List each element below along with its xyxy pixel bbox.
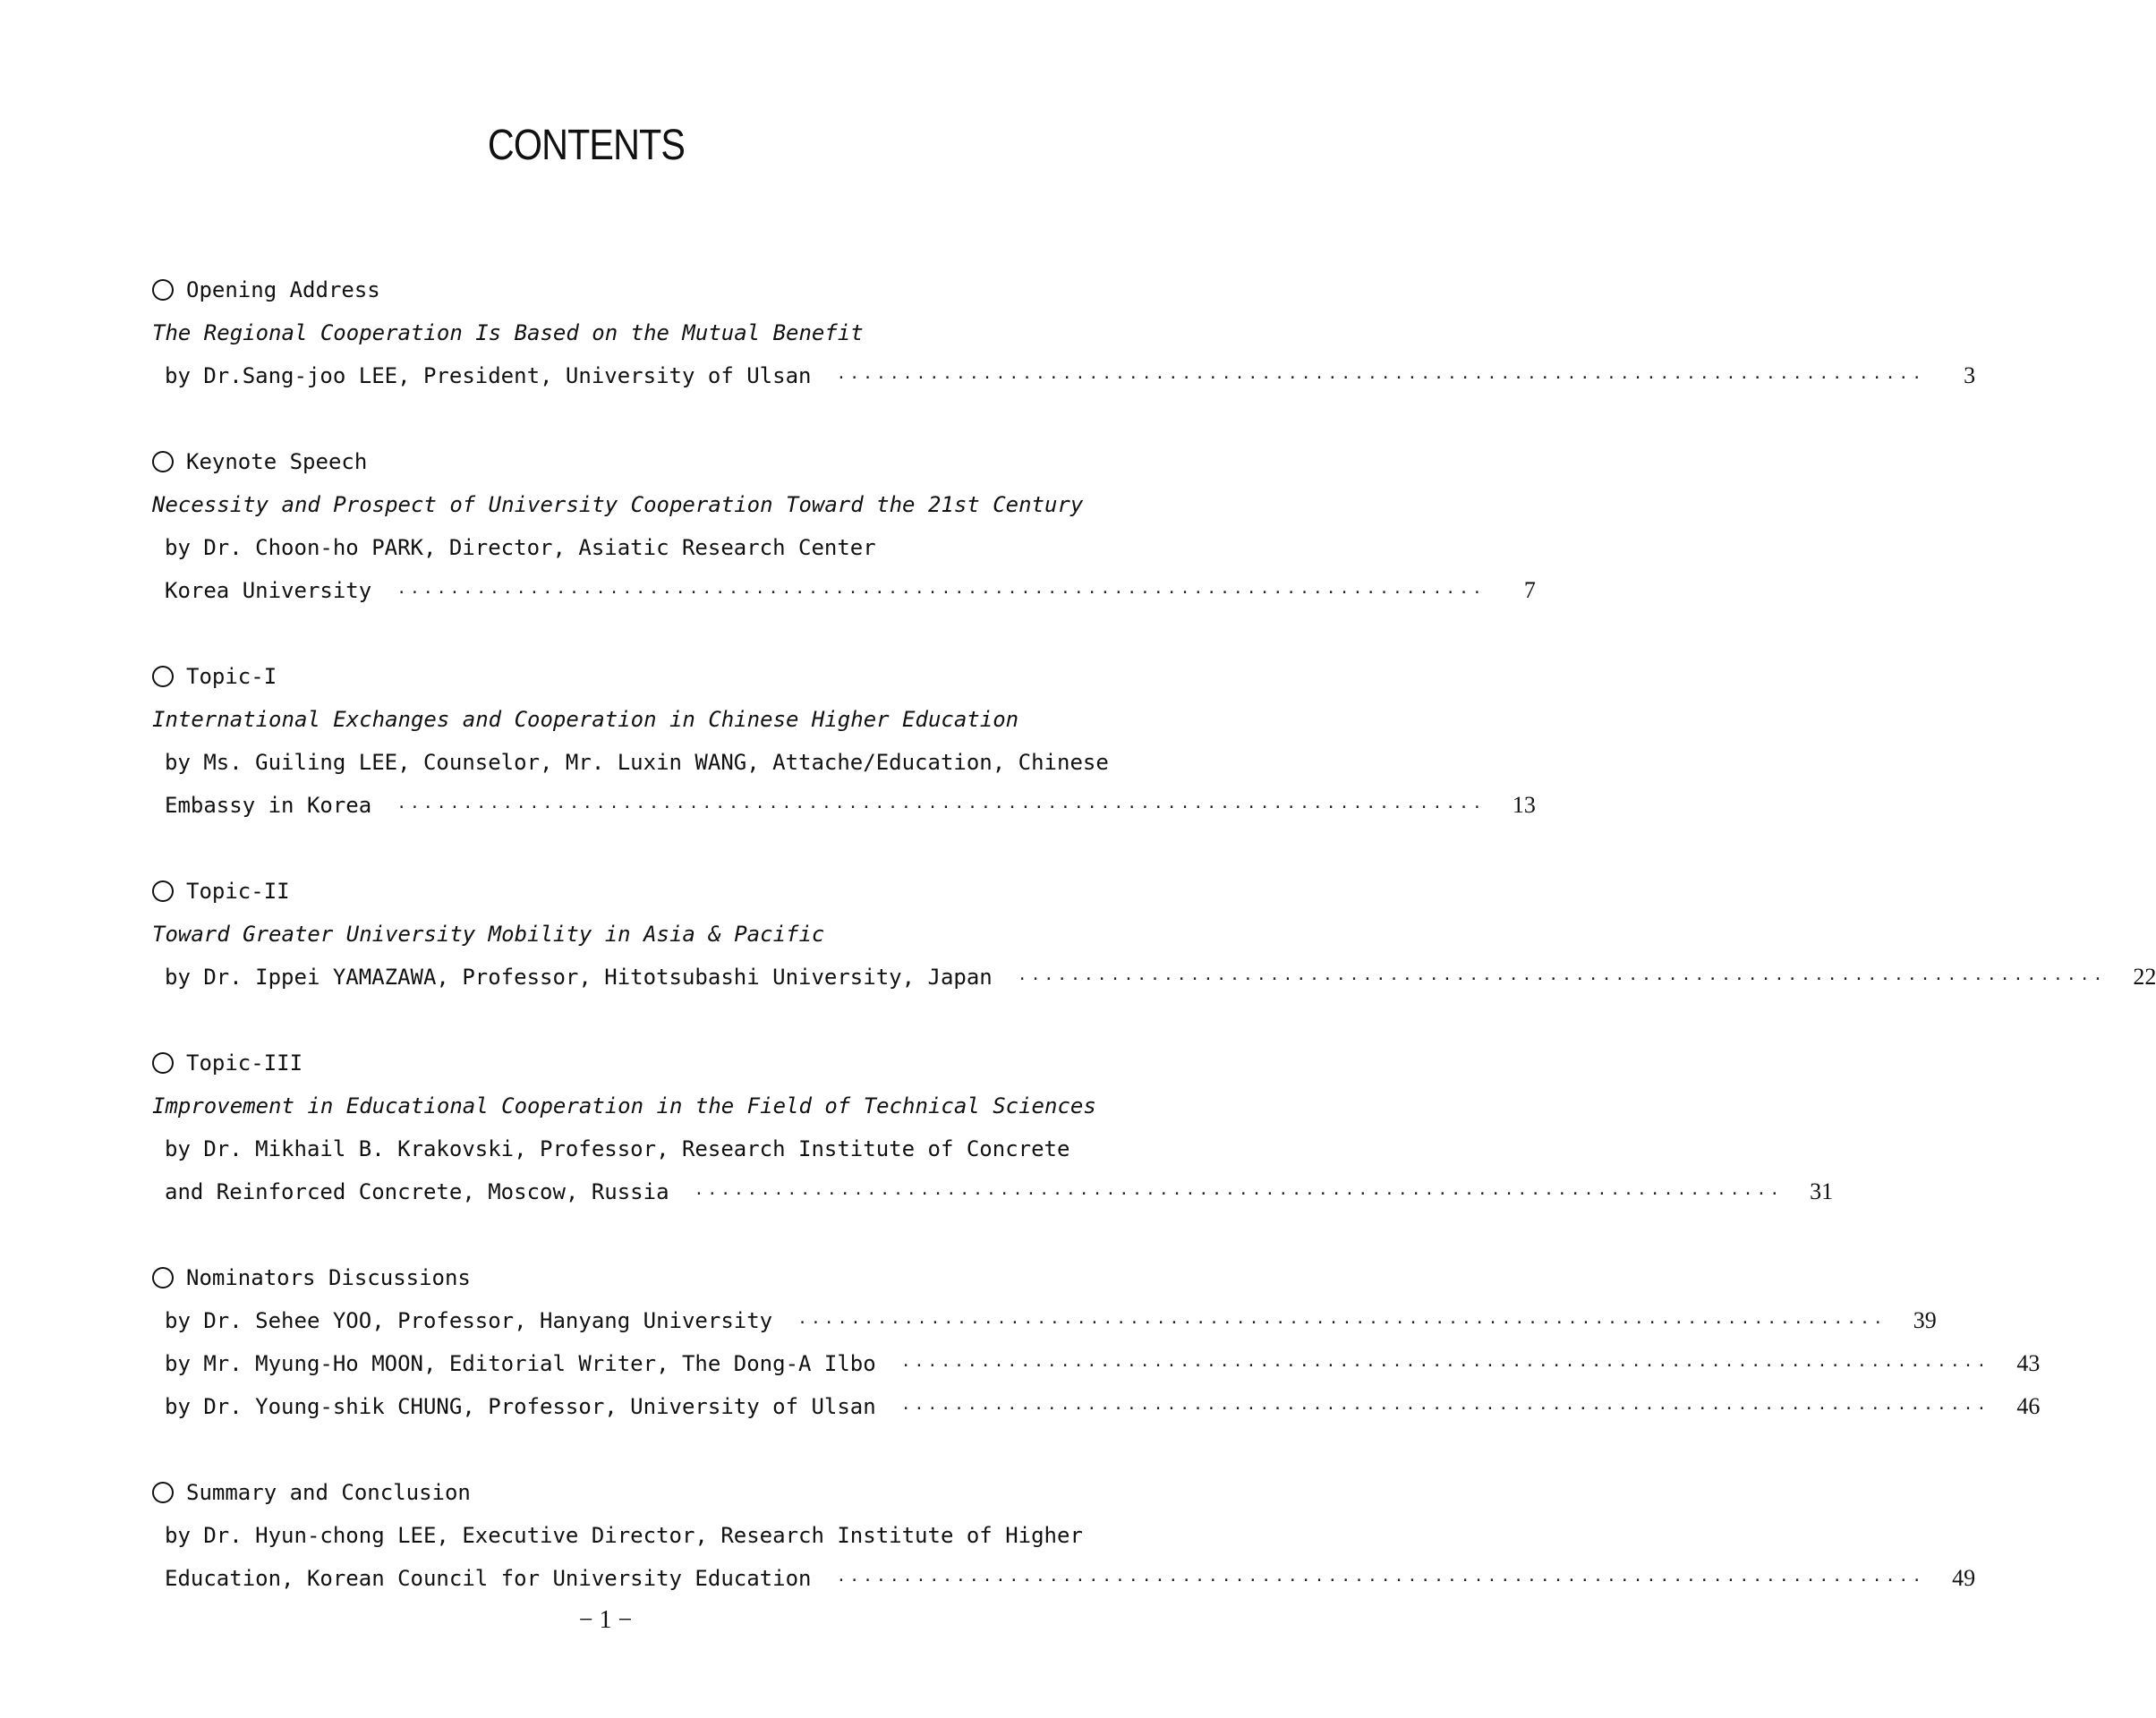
section-heading (152, 268, 1083, 311)
page-number: 31 (1810, 1178, 1834, 1204)
author-line: by Dr.Sang-joo LEE, President, University of Ulsan (165, 363, 812, 388)
section-heading-label: Nominators Discussions (186, 1265, 471, 1290)
page-number: 13 (1512, 792, 1536, 818)
section-heading (152, 1256, 1083, 1299)
toc-section-opening-address (152, 268, 1976, 397)
page-number: 49 (1952, 1565, 1976, 1591)
leader-dots: ·················································································· (396, 798, 1486, 817)
toc-section-keynote-speech (152, 440, 1536, 612)
author-line: by Dr. Choon-ho PARK, Director, Asiatic Research Center (165, 535, 876, 560)
author-line: by Dr. Sehee YOO, Professor, Hanyang University (165, 1308, 773, 1333)
section-heading-label: Summary and Conclusion (186, 1480, 471, 1505)
circle-bullet-icon (152, 279, 174, 301)
author-line: by Dr. Young-shik CHUNG, Professor, University of Ulsan (165, 1394, 876, 1419)
page-title: CONTENTS (487, 122, 686, 169)
circle-bullet-icon (152, 666, 174, 687)
toc-entry[interactable] (152, 1342, 2041, 1385)
section-title: Necessity and Prospect of University Cooperation Toward the 21st Century (152, 492, 1084, 517)
toc-section-topic-1 (152, 655, 1536, 827)
circle-bullet-icon (152, 1482, 174, 1503)
author-line: by Dr. Ippei YAMAZAWA, Professor, Hitotsubashi University, Japan (165, 965, 993, 990)
author-line: by Dr. Hyun-chong LEE, Executive Director, Research Institute of Higher (165, 1523, 1083, 1548)
leader-dots: ·················································································· (836, 1571, 1926, 1590)
toc-section-nominators-discussions (152, 1256, 2041, 1428)
circle-bullet-icon (152, 1052, 174, 1074)
toc-entry[interactable] (152, 956, 2156, 999)
section-title: Improvement in Educational Cooperation in the Field of Technical Sciences (152, 1093, 1096, 1118)
toc-section-summary-conclusion (152, 1471, 1976, 1600)
page-number: 43 (2016, 1350, 2041, 1376)
section-heading-label: Topic-II (186, 879, 290, 904)
section-title: International Exchanges and Cooperation in Chinese Higher Education (152, 707, 1019, 732)
affiliation-line: and Reinforced Concrete, Moscow, Russia (165, 1179, 669, 1204)
leader-dots: ·················································································· (900, 1399, 1990, 1418)
section-title: Toward Greater University Mobility in Asia & Pacific (152, 922, 825, 947)
author-line: by Mr. Myung-Ho MOON, Editorial Writer, The Dong-A Ilbo (165, 1351, 876, 1376)
section-heading-label: Topic-III (186, 1050, 303, 1076)
toc-entry[interactable] (152, 1299, 1937, 1342)
leader-dots: ·················································································· (797, 1314, 1887, 1332)
section-heading (152, 655, 1083, 698)
toc-entry[interactable] (152, 569, 1536, 612)
section-heading (152, 1042, 1083, 1084)
affiliation-line: Korea University (165, 578, 372, 603)
affiliation-line: Education, Korean Council for University Education (165, 1566, 812, 1591)
leader-dots: ·················································································· (900, 1357, 1990, 1375)
leader-dots: ·················································································· (1017, 970, 2107, 989)
section-heading-label: Opening Address (186, 277, 380, 302)
section-title: The Regional Cooperation Is Based on the Mutual Benefit (152, 320, 864, 345)
affiliation-line: Embassy in Korea (165, 793, 372, 818)
leader-dots: ·················································································· (396, 583, 1486, 602)
leader-dots: ·················································································· (694, 1185, 1784, 1203)
circle-bullet-icon (152, 880, 174, 902)
leader-dots: ·················································································· (836, 369, 1926, 387)
toc-entry[interactable] (152, 1170, 1834, 1213)
toc-entry[interactable] (152, 1385, 2041, 1428)
circle-bullet-icon (152, 451, 174, 472)
section-heading (152, 440, 1083, 483)
toc-entry[interactable] (152, 1557, 1976, 1600)
page-footer-number: − 1 − (578, 1606, 633, 1634)
author-line: by Dr. Mikhail B. Krakovski, Professor, Research Institute of Concrete (165, 1136, 1070, 1161)
section-heading (152, 870, 1083, 913)
page-number: 22 (2133, 964, 2156, 990)
section-heading (152, 1471, 1083, 1514)
section-heading-label: Topic-I (186, 664, 277, 689)
page-number: 3 (1964, 362, 1976, 388)
toc-section-topic-3 (152, 1042, 1834, 1213)
author-line: by Ms. Guiling LEE, Counselor, Mr. Luxin WANG, Attache/Education, Chinese (165, 750, 1109, 775)
toc-entry[interactable] (152, 784, 1536, 827)
page-number: 46 (2016, 1393, 2041, 1419)
page-number: 7 (1523, 577, 1536, 603)
page-number: 39 (1913, 1307, 1937, 1333)
section-heading-label: Keynote Speech (186, 449, 368, 474)
toc-entry[interactable] (152, 354, 1976, 397)
circle-bullet-icon (152, 1267, 174, 1288)
toc-section-topic-2 (152, 870, 2156, 999)
